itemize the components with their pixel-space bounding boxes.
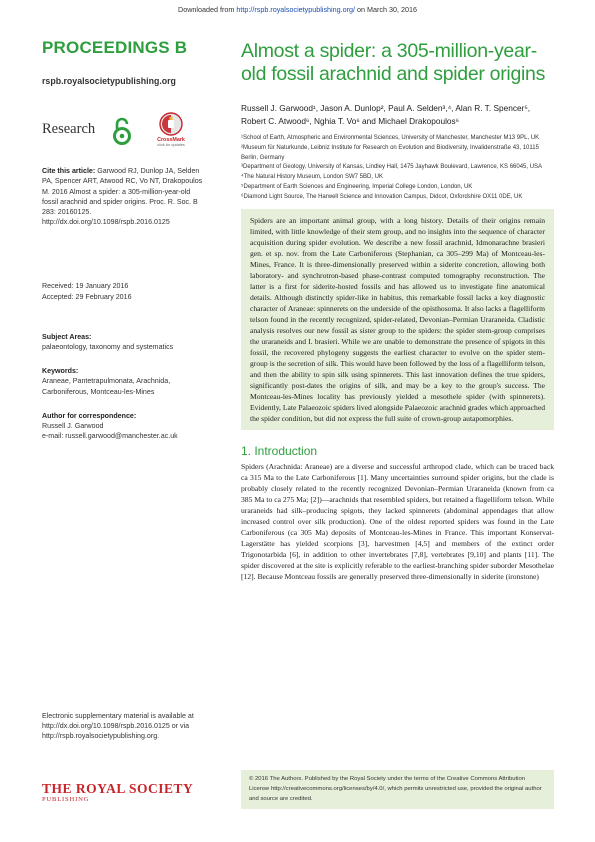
author-list: Russell J. Garwood¹, Jason A. Dunlop², Paul A. Selden³,⁴, Alan R. T. Spencer⁵, Robert C. Atwood⁶, Nghia T. Vo⁶ and Michael Drakopoulos⁶ — [241, 103, 531, 126]
download-prefix: Downloaded from — [178, 5, 235, 14]
affiliation-item: ²Museum für Naturkunde, Leibniz Institute for Research on Evolution and Biodiversity, Invalidenstraße 43, 10115 Berlin, Germany — [241, 144, 539, 161]
correspondence-heading: Author for correspondence: — [42, 411, 137, 420]
affiliation-item: ¹School of Earth, Atmospheric and Environmental Sciences, University of Manchester, Manchester M13 9PL, UK — [241, 135, 540, 141]
affiliation-item: ³Department of Geology, University of Kansas, Lindley Hall, 1475 Jayhawk Boulevard, Lawrence, KS 66045, USA — [241, 164, 543, 171]
download-suffix: on March 30, 2016 — [357, 5, 417, 14]
subject-text: palaeontology, taxonomy and systematics — [42, 343, 174, 352]
section-heading-introduction: 1. Introduction — [241, 443, 318, 458]
supplementary-note: Electronic supplementary material is available at http://dx.doi.org/10.1098/rspb.2016.0125 or via http://rspb.royalsocietypublishing.org. — [42, 712, 194, 741]
keywords-block — [42, 366, 204, 397]
section-label: Research — [42, 121, 96, 138]
accepted-date: Accepted: 29 February 2016 — [42, 292, 132, 301]
journal-site[interactable]: rspb.royalsocietypublishing.org — [42, 76, 176, 86]
article-title: Almost a spider: a 305-million-year-old fossil arachnid and spider origins — [241, 40, 546, 85]
download-banner — [0, 5, 595, 14]
publisher-line1: THE ROYAL SOCIETY — [42, 781, 194, 796]
subject-heading: Subject Areas: — [42, 332, 92, 341]
correspondence-email[interactable]: e-mail: russell.garwood@manchester.ac.uk — [42, 432, 178, 441]
dates-block — [42, 281, 204, 301]
affiliation-item: ⁴The Natural History Museum, London SW7 5BD, UK — [241, 174, 383, 181]
crossmark-label: CrossMark — [157, 137, 185, 144]
subject-block — [42, 332, 204, 352]
keywords-text: Araneae, Pantetrapulmonata, Arachnida, Carboniferous, Montceau-les-Mines — [42, 377, 171, 396]
publisher-logo — [42, 782, 193, 804]
affiliation-item: ⁵Department of Earth Sciences and Engineering, Imperial College London, London, UK — [241, 183, 473, 190]
abstract-box: Spiders are an important animal group, with a long history. Details of their origins remain limited, with little knowledge of their stem group, and no insights into the sequence of character acquisition during spider evolution. We describe a new fossil arachnid, Idmonarachne brasieri gen. et sp. nov. from the Late Carboniferous (Stephanian, ca 305–299 Ma) of Montceau-les-Mines, France. It is three-dimensionally preserved within a siderite concretion, allowing both laboratory- and synchrotron-based phase-contrast computed tomography reconstruction. The latter is a first for siderite-hosted fossils and has allowed us to investigate fine anatomical details. Although distinctly spider-like in habitus, this remarkable fossil lacks a key diagnostic character of Araneae: spinnerets on the underside of the opisthosoma. It also lacks a flagelliform telson found in the recently recognized, spider-related, Devonian–Permian Uraraneida. Cladistic analysis resolves our new fossil as sister group to the spiders: the spider stem-group comprises the uraraneids and I. brasieri. While we are unable to demonstrate the presence of spigots in this fossil, the recovered phylogeny suggests the earliest character to evolve on the spider stem-group is the secretion of silk. This would have been followed by the loss of a flagelliform telson, and then the ability to spin silk using spinnerets. This last innovation defines the true spiders, significantly post-dates the origins of silk, and may be a key to the group's success. The Montceau-les-Mines locality has previously yielded a mesothele spider (with spinnerets). Evidently, Late Palaeozoic spiders lived alongside Palaeozoic arachnid grades which approached the spider condition, but did not express the full suite of crown-group autapomorphies. — [241, 209, 554, 430]
download-link[interactable]: http://rspb.royalsocietypublishing.org/ — [236, 5, 356, 14]
license-box: © 2016 The Authors. Published by the Royal Society under the terms of the Creative Commons Attribution License http://creativecommons.org/licenses/by/4.0/, which permits unrestricted use, provided the original author and source are credited. — [241, 770, 554, 809]
citation-doi[interactable]: http://dx.doi.org/10.1098/rspb.2016.0125 — [42, 218, 170, 227]
left-sidebar — [42, 38, 204, 441]
crossmark-sub: click for updates — [157, 143, 185, 148]
crossmark-icon — [159, 112, 183, 136]
journal-name: PROCEEDINGS B — [42, 38, 188, 57]
crossmark-badge[interactable] — [150, 112, 192, 152]
citation-text: Garwood RJ, Dunlop JA, Selden PA, Spencer ART, Atwood RC, Vo NT, Drakopoulos M. 2016 Almost a spider: a 305-million-year-old fossil arachnid and spider origins. Proc. R. Soc. B 283: 20160125. — [42, 167, 203, 217]
publisher-line2: PUBLISHING — [42, 796, 90, 803]
correspondence-name: Russell J. Garwood — [42, 422, 104, 431]
citation-block — [42, 166, 204, 227]
correspondence-block — [42, 411, 204, 442]
section-row — [42, 112, 204, 152]
affiliations — [241, 134, 554, 203]
open-access-icon — [111, 116, 133, 146]
received-date: Received: 19 January 2016 — [42, 282, 129, 291]
citation-label: Cite this article: — [42, 167, 96, 176]
keywords-heading: Keywords: — [42, 367, 79, 376]
introduction-text: Spiders (Arachnida: Araneae) are a diverse and successful arthropod clade, which can be traced back ca 315 Ma to the Late Carboniferous [1]. Many uncertainties surround spider origins, but the clade is probably closely related to the recently recognized Devonian–Permian Uraraneida (known from ca 385 Ma to ca 275 Ma; [2])—arachnids that resembled spiders, but retained a flagelliform telson. While uraraneids had silk–producing spigots, they lacked spinnerets (abdominal appendages that allow increased control over silk production). One of the oldest reported spiders was found in the Late Carboniferous (ca 305 Ma) deposits of Montceau-les-Mines in France. This important Konservat-Lagerstätte has yielded scorpions [3], harvestmen [4,5] and members of the extinct order Trigonotarbida [6], in addition to other invertebrates [7,8], vertebrates [9,10] and plants [11]. The spider discovered at the site is explicitly referable to the earliest-branching spider suborder Mesothelae [12]. Because Montceau fossils are generally preserved three-dimensionally in siderite (ironstone) — [241, 461, 554, 581]
affiliation-item: ⁶Diamond Light Source, The Harwell Science and Innovation Campus, Didcot, Oxfordshire OX11 0DE, UK — [241, 193, 523, 200]
main-column — [241, 40, 554, 582]
